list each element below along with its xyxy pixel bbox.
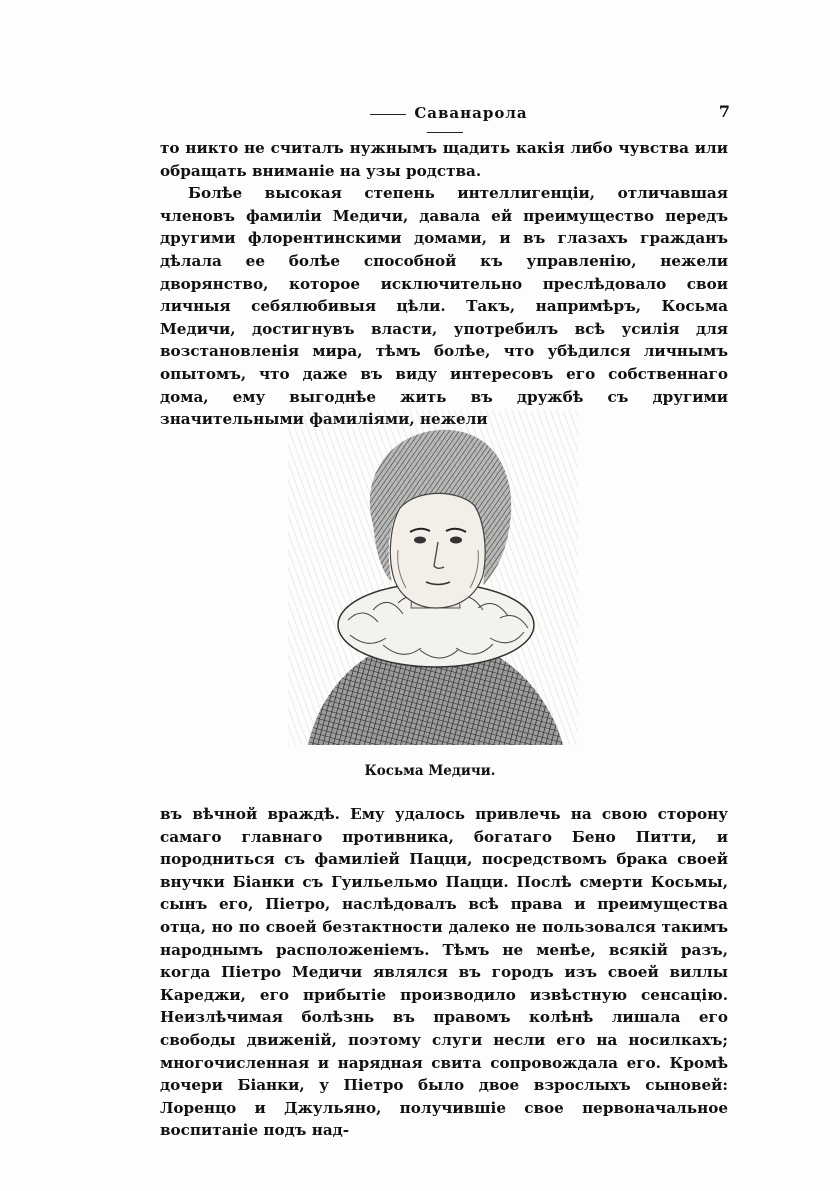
text-block-bottom [160, 803, 728, 1142]
figure-caption: Косьма Медичи. [364, 763, 496, 779]
text-block-top [160, 137, 728, 431]
portrait-engraving-icon [288, 410, 578, 745]
running-title: Саванарола [345, 104, 545, 140]
paragraph: въ вѣчной враждѣ. Ему удалось привлечь на свою сторону самаго главнаго противника, богатаго Бено Питти, и породниться съ фамиліей Пацци, посредствомъ брака своей внучки Біанки съ Гуильельмо Пацци. Послѣ смерти Косьмы, сынъ его, Піетро, наслѣдовалъ всѣ права и преимущества отца, но по своей безтактности далеко не пользовался такимъ народнымъ расположеніемъ. Тѣмъ не менѣе, всякій разъ, когда Піетро Медичи являлся въ городъ изъ своей виллы Кареджи, его прибытіе производило извѣстную сенсацію. Неизлѣчимая болѣзнь въ правомъ колѣнѣ лишала его свободы движеній, поэтому слуги несли его на носилкахъ; многочисленная и нарядная свита сопровождала его. Кромѣ дочери Біанки, у Піетро было двое взрослыхъ сыновей: Лоренцо и Джульяно, получившіе свое первоначальное воспитаніе подъ над- [160, 805, 728, 1140]
page-number: 7 [718, 102, 730, 121]
paragraph: Болѣе высокая степень интеллигенціи, отличавшая членовъ фамиліи Медичи, давала ей преимущество передъ другими флорентинскими домами, и въ глазахъ гражданъ дѣлала ее болѣе способной къ управленію, нежели дворянство, которое исключительно преслѣдовало свои личныя себялюбивыя цѣли. Такъ, напримѣръ, Косьма Медичи, достигнувъ власти, употребилъ всѣ усилія для возстановленія мира, тѣмъ болѣе, что убѣдился личнымъ опытомъ, что даже въ виду интересовъ его собственнаго дома, ему выгоднѣе жить въ дружбѣ съ другими значительными фамиліями, нежели [160, 184, 728, 429]
paragraph: то никто не считалъ нужнымъ щадить какія либо чувства или обращать вниманіе на узы родства. [160, 139, 728, 180]
page-header [160, 104, 730, 126]
portrait-figure [288, 410, 578, 745]
